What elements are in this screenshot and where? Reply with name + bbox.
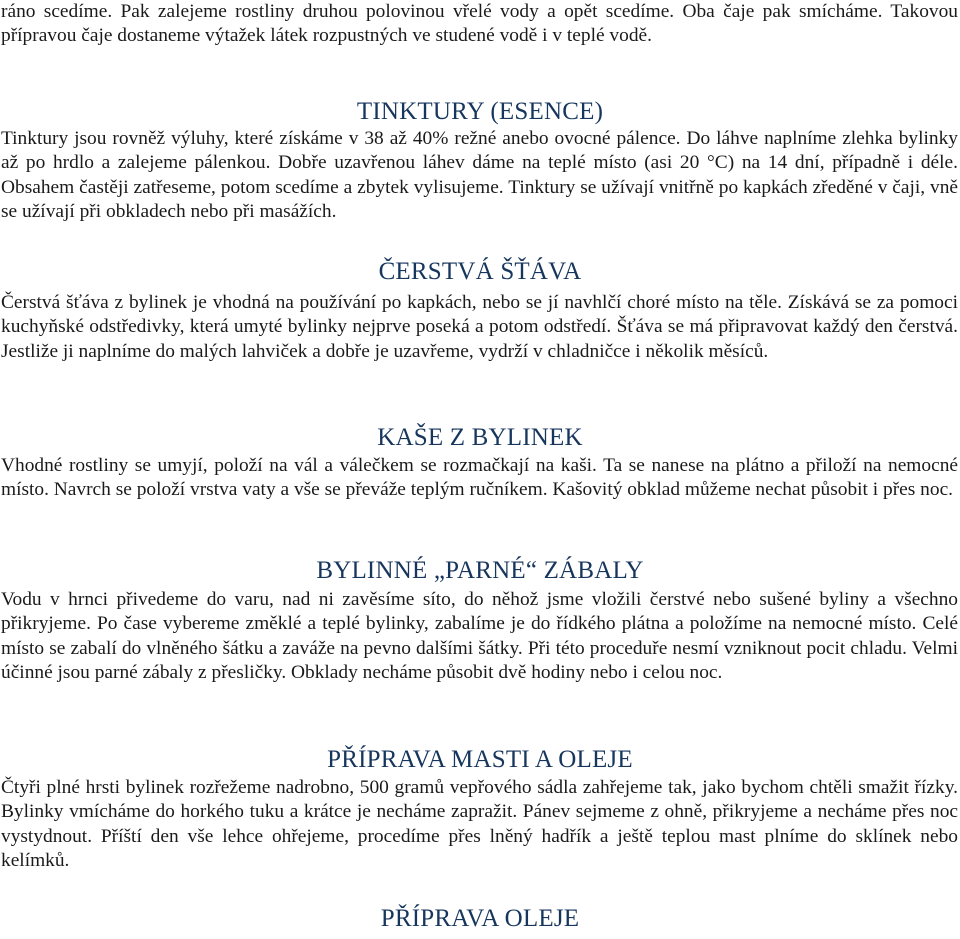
section-body-parne-zabaly: Vodu v hrnci přivedeme do varu, nad ni zavěsíme síto, do něhož jsme vložili čerstvé nebo sušené byliny a všechno přikryjeme. Po čase vybereme změklé a teplé bylinky, zabalíme je do řídkého plátna a položíme na nemocné místo. Celé místo se zabalí do vlněného šátku a zaváže na pevno dalšími šátky. Při této proceduře nesmí vzniknout pocit chladu. Velmi účinné jsou parné zábaly z přesličky. Obklady necháme působit dvě hodiny nebo i celou noc.: [1, 589, 958, 683]
section-heading-priprava-oleje: PŘÍPRAVA OLEJE: [380, 905, 580, 932]
intro-paragraph: ráno scedíme. Pak zalejeme rostliny druhou polovinou vřelé vody a opět scedíme. Oba čaje pak smícháme. Takovou přípravou čaje dostaneme výtažek látek rozpustných ve studené vodě i v teplé vodě.: [1, 1, 958, 47]
section-body-cerstva-stava: Čerstvá šťáva z bylinek je vhodná na používání po kapkách, nebo se jí navhlčí choré místo na těle. Získává se za pomoci kuchyňské odstředivky, která umyté bylinky nejprve poseká a potom odstředí. Šťáva se má připravovat každý den čerstvá. Jestliže ji naplníme do malých lahviček a dobře je uzavřeme, vydrží v chladničce i několik měsíců.: [1, 292, 958, 362]
section-heading-tinktury: TINKTURY (ESENCE): [356, 98, 604, 125]
section-heading-cerstva-stava: ČERSTVÁ ŠŤÁVA: [378, 258, 582, 285]
section-heading-parne-zabaly: BYLINNÉ „PARNÉ“ ZÁBALY: [316, 557, 644, 584]
section-body-kase-z-bylinek: Vhodné rostliny se umyjí, položí na vál a válečkem se rozmačkají na kaši. Ta se nanese na plátno a přiloží na nemocné místo. Navrch se položí vrstva vaty a vše se převáže teplým ručníkem. Kašovitý obklad můžeme nechat působit i přes noc.: [1, 455, 958, 501]
section-heading-priprava-masti: PŘÍPRAVA MASTI A OLEJE: [327, 746, 633, 773]
section-body-tinktury: Tinktury jsou rovněž výluhy, které získáme v 38 až 40% režné anebo ovocné pálence. Do láhve naplníme zlehka bylinky až po hrdlo a zalejeme pálenkou. Dobře uzavřenou láhev dáme na teplé místo (asi 20 °C) na 14 dní, případně i déle. Obsahem častěji zatřeseme, potom scedíme a zbytek vylisujeme. Tinktury se užívají vnitřně po kapkách zředěné v čaji, vně se užívají při obkladech nebo při masážích.: [1, 128, 958, 222]
section-body-priprava-masti: Čtyři plné hrsti bylinek rozřežeme nadrobno, 500 gramů vepřového sádla zahřejeme tak, jako bychom chtěli smažit řízky. Bylinky vmícháme do horkého tuku a krátce je necháme zapražit. Pánev sejmeme z ohně, přikryjeme a necháme přes noc vystydnout. Příští den vše lehce ohřejeme, procedíme přes lněný hadřík a ještě teplou mast plníme do sklínek nebo kelímků.: [1, 777, 958, 871]
section-heading-kase-z-bylinek: KAŠE Z BYLINEK: [377, 424, 583, 451]
